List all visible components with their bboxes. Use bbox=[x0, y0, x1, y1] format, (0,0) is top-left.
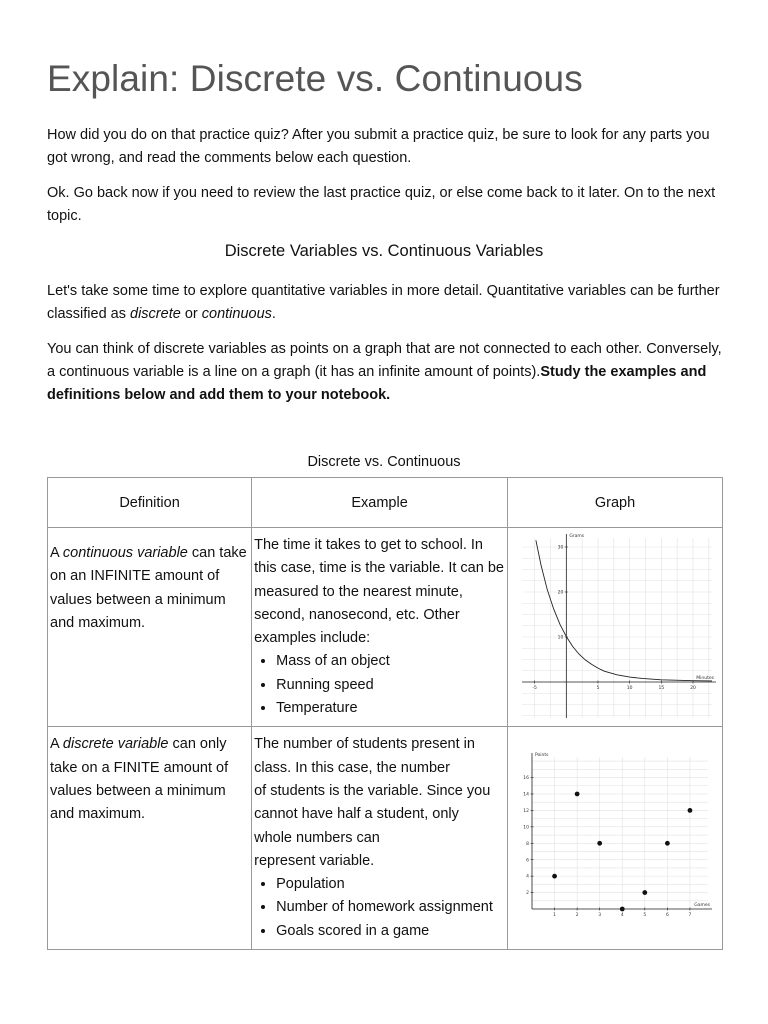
table-caption: Discrete vs. Continuous bbox=[307, 454, 461, 470]
x-tick-label: 2 bbox=[575, 913, 579, 919]
y-tick-label: 12 bbox=[523, 809, 530, 815]
data-point bbox=[688, 808, 693, 813]
y-axis-label: Points bbox=[535, 753, 549, 759]
text-run: You can think of discrete variables as points on a graph that are not connected to each other. Conversely, a continuous variable is a line on a graph (it has an infinite amount of points). bbox=[47, 341, 722, 380]
x-tick-label: 4 bbox=[620, 913, 624, 919]
x-tick-label: 20 bbox=[690, 686, 696, 691]
next-topic-paragraph: Ok. Go back now if you need to review the last practice quiz, or else come back to it later. On to the next topic. bbox=[47, 185, 716, 224]
data-point bbox=[552, 874, 557, 879]
study-instruction: Study the examples and definitions below and add them to your notebook. bbox=[47, 364, 707, 403]
discrete-term: discrete bbox=[130, 306, 181, 322]
example-line: class. In this case, the number bbox=[254, 759, 450, 776]
y-tick-label: 10 bbox=[557, 635, 564, 641]
list-item: • Population bbox=[276, 873, 505, 896]
y-tick-label: 10 bbox=[523, 825, 530, 831]
definition-text bbox=[48, 727, 251, 832]
discrete-graph bbox=[518, 749, 718, 949]
graph-cell bbox=[508, 528, 723, 727]
data-point bbox=[575, 792, 580, 797]
x-axis-label: Minutes bbox=[696, 676, 715, 681]
comparison-table bbox=[47, 477, 723, 950]
term: continuous variable bbox=[62, 545, 188, 561]
text-run: A bbox=[50, 736, 63, 753]
example-list bbox=[254, 873, 505, 943]
table-row bbox=[48, 528, 723, 727]
y-tick-label: 8 bbox=[526, 842, 530, 848]
table-header-row bbox=[48, 478, 723, 528]
example-line: whole numbers can bbox=[254, 829, 380, 846]
example-cell bbox=[252, 528, 508, 727]
header-example: Example bbox=[252, 478, 508, 528]
list-item: • Mass of an object bbox=[276, 650, 505, 673]
y-tick-label: 2 bbox=[526, 891, 530, 897]
example-list bbox=[254, 650, 505, 720]
y-tick-label: 30 bbox=[557, 545, 564, 551]
definition-cell bbox=[48, 528, 252, 727]
term: discrete variable bbox=[62, 736, 169, 753]
text-run: Let's take some time to explore quantitative variables in more detail. Quantitative variables can be further classified as bbox=[47, 283, 720, 322]
page-title: Explain: Discrete vs. Continuous bbox=[47, 58, 583, 99]
x-tick-label: 10 bbox=[626, 686, 633, 691]
y-tick-label: 16 bbox=[523, 776, 530, 782]
x-tick-label: -5 bbox=[532, 686, 537, 691]
y-tick-label: 20 bbox=[557, 590, 564, 596]
definition-cell bbox=[48, 727, 252, 950]
x-tick-label: 1 bbox=[553, 913, 557, 919]
list-item: • Goals scored in a game bbox=[276, 920, 505, 943]
explanation-paragraph bbox=[47, 338, 727, 407]
example-line: The number of students present in bbox=[254, 736, 475, 753]
text-run: A bbox=[50, 545, 63, 561]
data-point bbox=[665, 841, 670, 846]
x-tick-label: 5 bbox=[596, 686, 600, 691]
y-tick-label: 6 bbox=[526, 858, 530, 864]
x-tick-label: 7 bbox=[688, 913, 692, 919]
x-tick-label: 6 bbox=[665, 913, 669, 919]
example-description: The time it takes to get to school. In this case, time is the variable. It can be measured to the nearest minute, second, nanosecond, etc. Other examples include: bbox=[254, 537, 504, 647]
data-point bbox=[597, 841, 602, 846]
header-graph: Graph bbox=[508, 478, 723, 528]
y-axis-label: Grams bbox=[569, 534, 585, 539]
list-item: • Running speed bbox=[276, 674, 505, 697]
continuous-graph bbox=[516, 532, 716, 722]
header-definition: Definition bbox=[48, 478, 252, 528]
definition-text bbox=[48, 528, 251, 641]
example-line: represent variable. bbox=[254, 852, 375, 869]
x-tick-label: 15 bbox=[658, 686, 665, 691]
classification-paragraph bbox=[47, 280, 727, 326]
example-text bbox=[252, 528, 507, 726]
continuous-term: continuous bbox=[201, 306, 272, 322]
y-tick-label: 14 bbox=[523, 792, 530, 798]
intro-paragraph: How did you do on that practice quiz? After you submit a practice quiz, be sure to look for any parts you got wrong, and read the comments below each question. bbox=[47, 127, 710, 166]
text-run: can take on an INFINITE amount of values between a minimum and maximum. bbox=[50, 545, 247, 631]
x-tick-label: 3 bbox=[598, 913, 602, 919]
graph-cell bbox=[508, 727, 723, 950]
example-line: of students is the variable. Since you bbox=[254, 782, 491, 799]
x-axis-label: Games bbox=[694, 903, 711, 909]
example-cell bbox=[252, 727, 508, 950]
y-tick-label: 4 bbox=[526, 875, 530, 881]
table-row bbox=[48, 727, 723, 950]
series-line bbox=[536, 540, 715, 681]
x-tick-label: 5 bbox=[643, 913, 647, 919]
data-point bbox=[620, 907, 625, 912]
list-item: • Number of homework assignment bbox=[276, 896, 505, 919]
text-run: or bbox=[180, 306, 202, 322]
data-point bbox=[642, 891, 647, 896]
section-subheading: Discrete Variables vs. Continuous Variables bbox=[224, 242, 544, 260]
text-run: can only take on a FINITE amount of values between a minimum and maximum. bbox=[50, 736, 229, 823]
example-text bbox=[252, 727, 507, 949]
example-line: cannot have half a student, only bbox=[254, 806, 459, 823]
text-run: . bbox=[271, 306, 276, 322]
list-item: • Temperature bbox=[276, 697, 505, 720]
